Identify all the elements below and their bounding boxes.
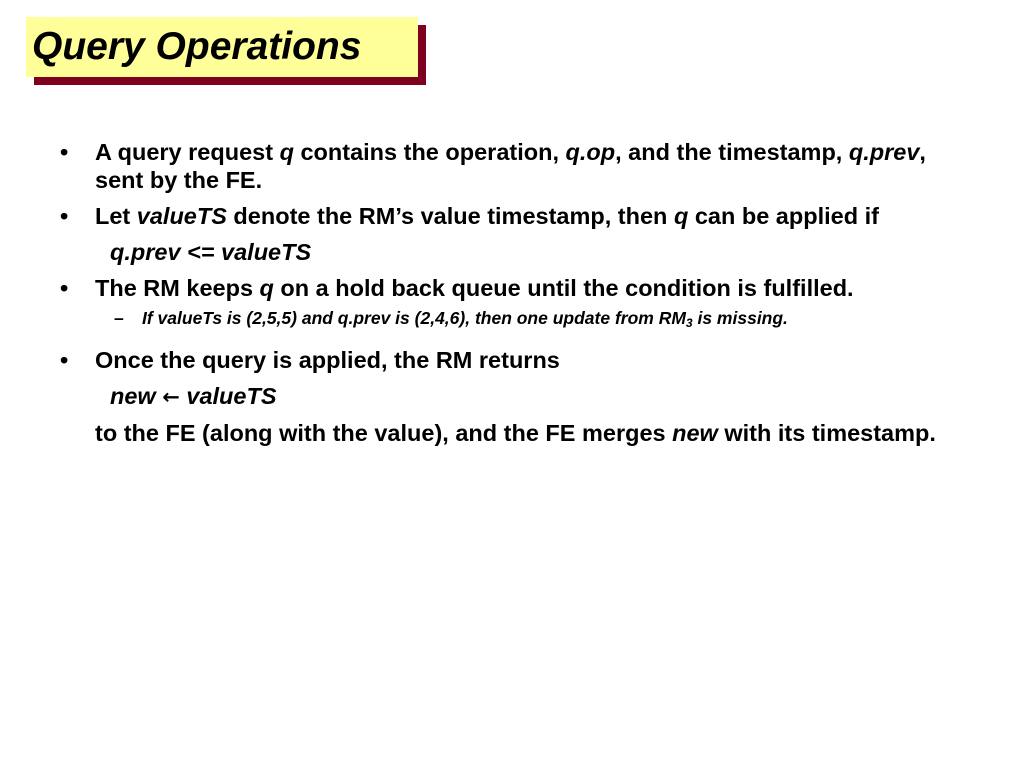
bullet-item-value-ts xyxy=(58,202,938,230)
italic-term-q: q xyxy=(279,139,294,165)
slide-title: Query Operations xyxy=(32,25,362,68)
subscript-3: 3 xyxy=(685,316,693,330)
italic-term-q: q xyxy=(259,275,274,301)
italic-term-q-prev: q.prev xyxy=(848,139,920,165)
text-run: on a hold back queue until the condition is fulfilled. xyxy=(273,275,854,301)
text-run: denote the RM’s value timestamp, then xyxy=(226,203,674,229)
assignment-right: valueTS xyxy=(186,383,277,409)
italic-term-value-ts: valueTS xyxy=(136,203,227,229)
text-run: , sent by the FE. xyxy=(95,139,926,193)
bullet-item-hold-back-queue xyxy=(58,274,938,302)
bullet-marker: • xyxy=(60,347,69,373)
text-run: Let xyxy=(95,203,137,229)
bullet-marker: • xyxy=(60,139,69,165)
condition-expression: q.prev <= valueTS xyxy=(110,239,312,265)
bullet-marker: • xyxy=(60,203,69,229)
slide-title-container xyxy=(26,17,418,77)
text-run: can be applied if xyxy=(688,203,879,229)
continuation-text xyxy=(58,419,938,447)
text-run: contains the operation, xyxy=(293,139,566,165)
left-arrow-icon: ← xyxy=(162,385,180,409)
text-run: If valueTs is (2,5,5) and q.prev is (2,4,6), then one update from RM xyxy=(142,308,686,328)
sub-bullet-marker: – xyxy=(114,308,124,328)
text-run: with its timestamp. xyxy=(717,420,936,446)
text-run: Once the query is applied, the RM returns xyxy=(95,347,560,373)
text-run: The RM keeps xyxy=(95,275,260,301)
assignment-left: new xyxy=(110,383,156,409)
bullet-marker: • xyxy=(60,275,69,301)
text-run: A query request xyxy=(95,139,280,165)
bullet-item-query-request xyxy=(58,138,938,194)
title-box xyxy=(26,17,418,77)
text-run: is missing. xyxy=(692,308,788,328)
sub-bullet-example xyxy=(58,308,938,333)
assignment-expression xyxy=(58,382,938,411)
bullet-item-rm-returns xyxy=(58,346,938,374)
italic-term-q-op: q.op xyxy=(565,139,616,165)
text-run: to the FE (along with the value), and the FE merges xyxy=(95,420,673,446)
italic-term-new: new xyxy=(672,420,718,446)
slide-body xyxy=(58,138,938,447)
text-run: , and the timestamp, xyxy=(615,139,849,165)
italic-term-q: q xyxy=(673,203,689,229)
